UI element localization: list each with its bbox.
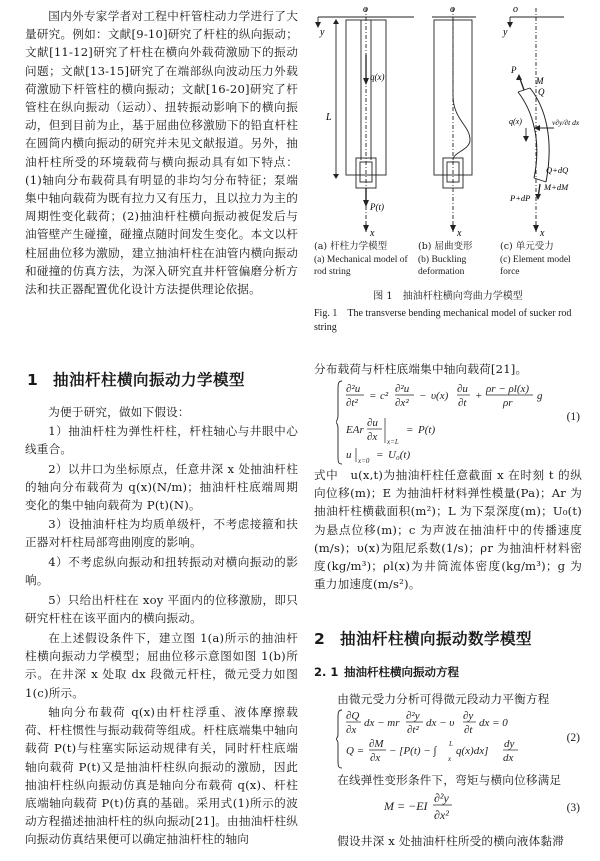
svg-text:− [P(t) − ∫: − [P(t) − ∫ (389, 745, 437, 757)
section-1-number: 1 (27, 371, 39, 389)
svg-text:+: + (475, 390, 483, 402)
svg-text:g: g (537, 390, 543, 402)
section-2-heading (314, 627, 532, 649)
svg-text:ρr − ρl(x): ρr − ρl(x) (486, 383, 530, 395)
svg-text:∂x: ∂x (370, 752, 381, 764)
svg-text:EAr: EAr (346, 424, 364, 436)
svg-text:dx − mr: dx − mr (364, 717, 400, 729)
svg-text:∂x: ∂x (367, 431, 378, 443)
svg-text:∂u: ∂u (367, 417, 378, 429)
svg-text:dx − υ: dx − υ (426, 717, 455, 729)
svg-text:∂u: ∂u (457, 383, 468, 395)
svg-text:P(t): P(t) (418, 424, 436, 436)
svg-text:dx: dx (503, 752, 514, 764)
svg-text:x: x (448, 755, 452, 763)
assumption-5: 5）只给出杆柱在 xoy 平面内的位移激励，即只研究杆柱在该平面内的横向振动。 (25, 593, 298, 626)
svg-text:x=0: x=0 (358, 457, 370, 465)
subcaption-b-en: (b) Buckling deformation (418, 255, 467, 277)
subcaption-b-cn: (b) 屈曲变形 (418, 241, 473, 252)
equation-2-body (336, 708, 576, 770)
label-o-c: o (513, 4, 518, 15)
figure-caption-en (314, 307, 582, 335)
svg-text:q(x)dx]: q(x)dx] (456, 745, 489, 757)
svg-text:u: u (346, 449, 352, 461)
svg-text:M = −EI: M = −EI (384, 799, 428, 813)
svg-text:∂²u: ∂²u (395, 383, 410, 395)
equation-3 (314, 790, 582, 828)
label-qx: q(x) (370, 72, 385, 82)
subsection-2-1-title: 抽油杆柱横向振动方程 (344, 665, 459, 679)
svg-text:U₀(t): U₀(t) (388, 449, 411, 461)
figure-caption-en-text: The transverse bending mechanical model of sucker rod string (314, 308, 572, 333)
section-1-title: 抽油杆柱横向振动力学模型 (53, 371, 246, 389)
label-o-b: o (450, 4, 455, 15)
svg-text:=: = (369, 390, 377, 402)
assumption-2: 2）以井口为坐标原点，任意井深 x 处抽油杆柱的轴向分布载荷为 q(x)(N/m)；抽油杆柱底端周期变化的集中轴向载荷为 P(t)(N)。 (25, 462, 298, 513)
subcaption-c-cn: (c) 单元受力 (500, 241, 554, 252)
figure-label-en: Fig. 1 (314, 308, 338, 319)
balance-paragraph: 由微元受力分析可得微元段动力平衡方程 (337, 692, 550, 706)
svg-text:=: = (376, 449, 384, 461)
label-y-a: y (320, 27, 325, 38)
label-qdx: q(x) (509, 117, 522, 126)
section-1-heading (27, 368, 245, 390)
equation-1-number: (1) (566, 411, 580, 423)
label-P: P (511, 65, 517, 75)
subsection-2-1-number: 2. 1 (314, 665, 339, 679)
label-QdQ: Q+dQ (546, 165, 569, 175)
panel-b-buckling (432, 8, 476, 232)
svg-text:∂x²: ∂x² (434, 808, 449, 822)
svg-text:∂t²: ∂t² (346, 397, 358, 409)
label-o-a: o (363, 4, 368, 15)
equation-2 (314, 708, 582, 770)
svg-text:dx = 0: dx = 0 (479, 717, 508, 729)
svg-text:∂M: ∂M (369, 738, 384, 750)
svg-text:c²: c² (380, 390, 389, 402)
label-v-term: v∂y/∂t dx (552, 118, 580, 127)
svg-text:ρr: ρr (503, 397, 513, 409)
label-x-b: x (457, 228, 462, 239)
svg-text:∂²y: ∂²y (434, 791, 449, 805)
label-M: M (536, 76, 544, 86)
subcaption-c-en: (c) Element model force (500, 255, 571, 277)
figure-caption-cn: 图 1 抽油杆柱横向弯曲力学模型 (373, 291, 523, 302)
model-paragraph: 在上述假设条件下，建立图 1(a)所示的抽油杆柱横向振动力学模型；屈曲位移示意图如图 1(b)所示。在井深 x 处取 dx 段微元杆柱，微元受力如图1(c)所示。 (25, 631, 298, 700)
svg-text:∂²u: ∂²u (346, 383, 361, 395)
svg-text:∂x: ∂x (346, 724, 357, 736)
label-MdM: M+dM (544, 182, 569, 192)
label-Q: Q (538, 87, 545, 97)
loads-paragraph: 轴向分布载荷 q(x)由杆柱浮重、液体摩擦载荷、杆柱惯性与振动载荷等组成。杆柱底端集中轴向载荷 P(t)与柱塞实际运动规律有关，同时杆柱底端轴向载荷 P(t)又是抽油杆柱纵向振动的激励，因此抽油杆柱纵向振动仿真是轴向分布载荷 q(x)、杆柱底端轴向载荷 P(t)仿真的基础。采用式(1)所示的波动方程描述抽油杆柱的纵向振动[21]。由抽油杆柱纵向振动仿真结果便可以确定抽油杆柱的轴向 (25, 705, 298, 847)
label-PdP: P+dP (510, 193, 531, 203)
assumption-1: 1）抽油杆柱为弹性杆柱，杆柱轴心与井眼中心线重合。 (25, 424, 298, 457)
assumption-3: 3）设抽油杆柱为均质单级杆，不考虑接箍和扶正器对杆柱局部弯曲刚度的影响。 (25, 517, 298, 550)
svg-text:∂Q: ∂Q (346, 710, 360, 722)
subcaption-a-en: (a) Mechanical model of rod string (314, 255, 408, 277)
svg-text:Q =: Q = (346, 745, 365, 757)
svg-text:−: − (419, 390, 427, 402)
section-2-number: 2 (314, 630, 326, 648)
subcaption-c (500, 240, 582, 278)
svg-text:υ(x): υ(x) (431, 390, 449, 402)
equation-1 (314, 378, 582, 466)
svg-text:∂y: ∂y (463, 710, 474, 722)
section-2-title: 抽油杆柱横向振动数学模型 (340, 630, 533, 648)
equation-2-number: (2) (566, 732, 580, 744)
label-x-c: x (540, 228, 545, 239)
svg-text:=: = (406, 424, 414, 436)
subcaption-b (418, 240, 493, 278)
label-y-c: y (503, 27, 508, 38)
label-x-a: x (370, 228, 375, 239)
elastic-paragraph: 在线弹性变形条件下，弯矩与横向位移满足 (337, 773, 562, 787)
symbols-paragraph: 式中 u(x,t)为抽油杆柱任意截面 x 在时刻 t 的纵向位移(m)；E 为抽油杆材料弹性模量(Pa)；Ar 为抽油杆柱横截面积(m²)；L 为下泵深度(m)；U₀(t)为悬点位移(m)；c 为声波在抽油杆中的传播速度(m/s)；υ(x)为阻尼系数(1/s)；ρr 为抽油杆材料密度(kg/m³)；ρl(x)为井筒流体密度(kg/m³)；g 为重力加速度(m/s²)。 (314, 468, 582, 592)
label-L: L (326, 112, 332, 123)
svg-text:∂t: ∂t (458, 397, 467, 409)
svg-text:x=L: x=L (387, 438, 399, 446)
intro-paragraph: 国内外专家学者对工程中杆管柱动力学进行了大量研究。例如：文献[9-10]研究了杆柱的纵向振动；文献[11-12]研究了杆柱在横向外载荷激励下的振动问题；文献[13-15]研究了在端部纵向波动压力外载荷激励下杆管柱的横向振动；文献[16-20]研究了杆管柱在纵向振动（运动）、扭转振动影响下的横向振动，但到目前为止，基于屈曲位移激励下的铅直杆柱在圆筒内横向振动的研究并未见文献报道。另外，抽油杆柱所受的环境载荷与横向振动具有如下特点：(1)轴向分布载荷具有明显的非均匀分布特征；泵端集中轴向载荷为既有拉力又有压力，且以拉力为主的周期性变化载荷；(2)抽油杆柱横向振动被促发后与油管壁产生碰撞，碰撞点随时间发生变化。本文以杆柱屈曲位移为激励，建立抽油杆柱在油管内横向振动和碰撞的仿真方法，为深入研究直井杆管偏磨分析方法和扶正器配置优化设计方法提供理论依据。 (25, 9, 298, 297)
svg-text:∂²y: ∂²y (406, 710, 420, 722)
assumption-intro: 为便于研究，做如下假设： (48, 405, 190, 419)
figure-1-drawing (314, 0, 582, 240)
svg-text:dy: dy (504, 738, 515, 750)
svg-text:L: L (449, 740, 453, 748)
equation-3-number: (3) (566, 802, 580, 814)
subsection-2-1-heading (314, 664, 459, 680)
continuation-paragraph: 分布载荷与杆柱底端集中轴向载荷[21]。 (314, 362, 528, 376)
last-paragraph: 假设井深 x 处抽油杆柱所受的横向液体黏滞 (337, 834, 564, 848)
assumption-4: 4）不考虑纵向振动和扭转振动对横向振动的影响。 (25, 555, 298, 588)
subcaption-a-cn: (a) 杆柱力学模型 (314, 241, 388, 252)
svg-text:∂x²: ∂x² (395, 397, 409, 409)
figure-1 (314, 0, 582, 345)
equation-1-body (336, 378, 576, 466)
svg-text:∂t: ∂t (464, 724, 473, 736)
label-Pt: P(t) (370, 202, 384, 212)
subcaption-a (314, 240, 409, 278)
svg-text:∂t²: ∂t² (407, 724, 419, 736)
